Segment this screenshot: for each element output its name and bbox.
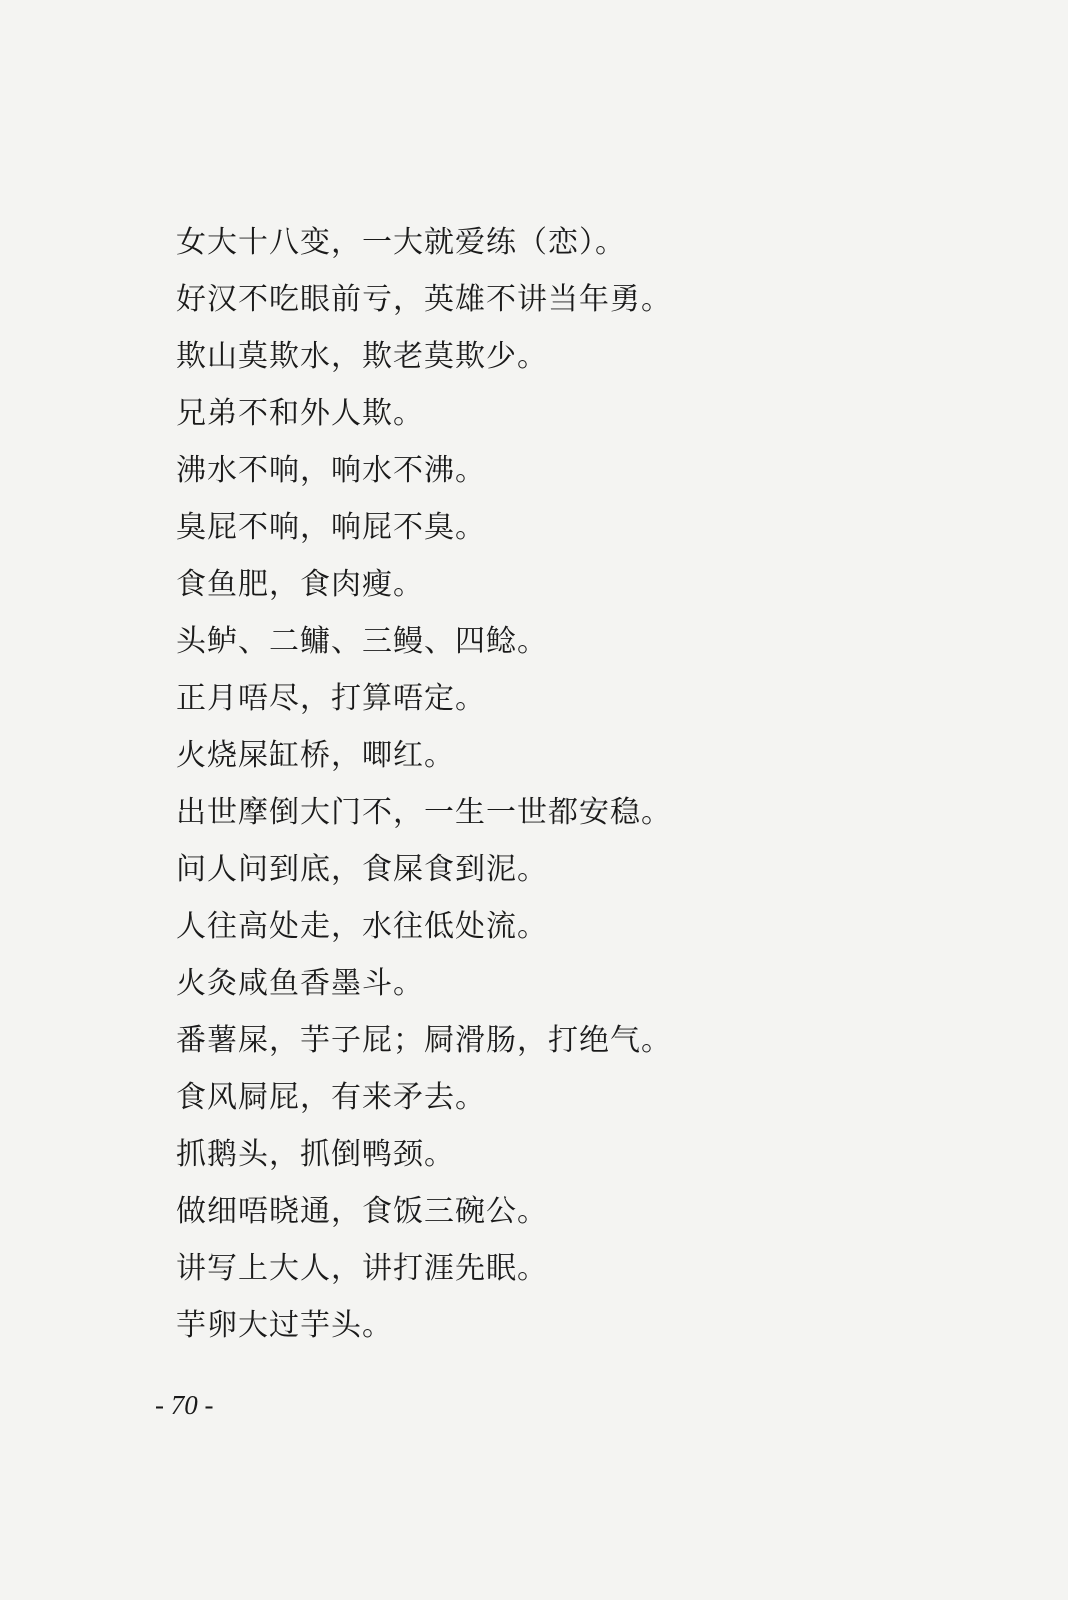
proverb-line: 女大十八变，一大就爱练（恋）。 [176, 225, 626, 260]
proverb-line: 沸水不响，响水不沸。 [176, 453, 486, 488]
proverb-line: 抓鹅头，抓倒鸭颈。 [176, 1137, 455, 1172]
proverb-line: 好汉不吃眼前亏，英雄不讲当年勇。 [176, 282, 672, 317]
proverb-line: 兄弟不和外人欺。 [176, 396, 424, 431]
proverb-list [176, 214, 996, 1354]
proverb-line: 问人问到底，食屎食到泥。 [176, 852, 548, 887]
proverb-line: 欺山莫欺水，欺老莫欺少。 [176, 339, 548, 374]
proverb-line: 头鲈、二鳙、三鳗、四鲶。 [176, 624, 548, 659]
proverb-line: 番薯屎，芋子屁；屙滑肠，打绝气。 [176, 1023, 672, 1058]
proverb-line: 人往高处走，水往低处流。 [176, 909, 548, 944]
proverb-line: 出世摩倒大门不，一生一世都安稳。 [176, 795, 672, 830]
proverb-line: 讲写上大人，讲打涯先眠。 [176, 1251, 548, 1286]
proverb-line: 芋卵大过芋头。 [176, 1308, 393, 1343]
proverb-line: 食鱼肥，食肉瘦。 [176, 567, 424, 602]
proverb-line: 火烧屎缸桥，唧红。 [176, 738, 455, 773]
proverb-line: 臭屁不响，响屁不臭。 [176, 510, 486, 545]
proverb-line: 正月唔尽，打算唔定。 [176, 681, 486, 716]
proverb-line: 食风屙屁，有来矛去。 [176, 1080, 486, 1115]
proverb-line: 火灸咸鱼香墨斗。 [176, 966, 424, 1001]
page-number: - 70 - [155, 1390, 214, 1420]
proverb-line: 做细唔晓通，食饭三碗公。 [176, 1194, 548, 1229]
